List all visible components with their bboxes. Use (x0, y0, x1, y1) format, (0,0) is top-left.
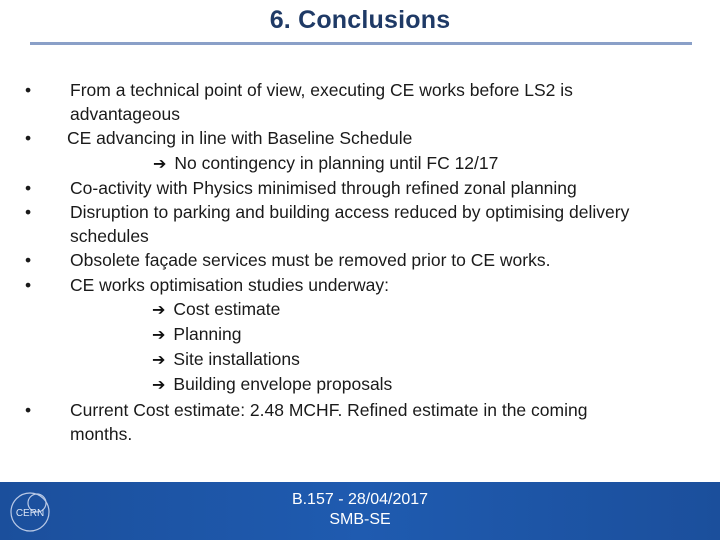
arrow-right-icon: ➔ (152, 350, 166, 370)
bullet-item (25, 176, 715, 200)
bullet-item (25, 248, 715, 272)
sub-point (153, 151, 715, 176)
bullet-text: CE advancing in line with Baseline Schedule (67, 128, 413, 149)
bullet-item (25, 200, 715, 248)
footer-line-date: B.157 - 28/04/2017 (291, 491, 429, 508)
sub-point-text: No contingency in planning until FC 12/17 (174, 152, 499, 173)
footer-caption (0, 490, 720, 530)
sub-point-text: Cost estimate (173, 298, 281, 319)
bullet-text-continuation: schedules (70, 226, 149, 247)
sub-point (152, 347, 715, 372)
slide-title: 6. Conclusions (269, 6, 451, 34)
bullet-item (25, 78, 715, 126)
bullet-item (25, 126, 715, 175)
footer-bar (0, 482, 720, 540)
bullet-marker: • (25, 274, 32, 295)
sub-point (152, 322, 715, 347)
sub-point (152, 297, 715, 322)
footer-line-group: SMB-SE (329, 511, 391, 528)
cern-logo-text: CERN (15, 508, 45, 519)
bullet-marker: • (25, 399, 32, 420)
bullet-text: Co-activity with Physics minimised through refined zonal planning (70, 177, 577, 198)
bullet-item (25, 273, 715, 398)
title-divider (30, 42, 692, 45)
sub-point (152, 372, 715, 397)
bullet-text: From a technical point of view, executing CE works before LS2 is (70, 80, 573, 100)
bullet-item (25, 398, 715, 446)
bullet-marker: • (25, 250, 32, 271)
bullet-marker: • (25, 177, 32, 198)
sub-point-text: Planning (173, 324, 242, 345)
bullet-text: Current Cost estimate: 2.48 MCHF. Refined estimate in the coming (70, 399, 588, 420)
slide-content (25, 78, 715, 446)
arrow-right-icon: ➔ (152, 325, 166, 345)
arrow-right-icon: ➔ (152, 375, 166, 395)
sub-point-text: Building envelope proposals (173, 374, 393, 395)
bullet-text-continuation: advantageous (70, 104, 180, 125)
sub-point-text: Site installations (173, 349, 300, 370)
bullet-text: Disruption to parking and building access reduced by optimising delivery (70, 202, 630, 223)
bullet-marker: • (25, 128, 32, 149)
bullet-marker: • (25, 80, 32, 100)
arrow-right-icon: ➔ (152, 299, 166, 319)
arrow-right-icon: ➔ (153, 153, 167, 173)
bullet-marker: • (25, 202, 32, 223)
bullet-text: Obsolete façade services must be removed prior to CE works. (70, 250, 551, 271)
bullet-text: CE works optimisation studies underway: (70, 274, 390, 295)
bullet-text-continuation: months. (70, 423, 133, 444)
